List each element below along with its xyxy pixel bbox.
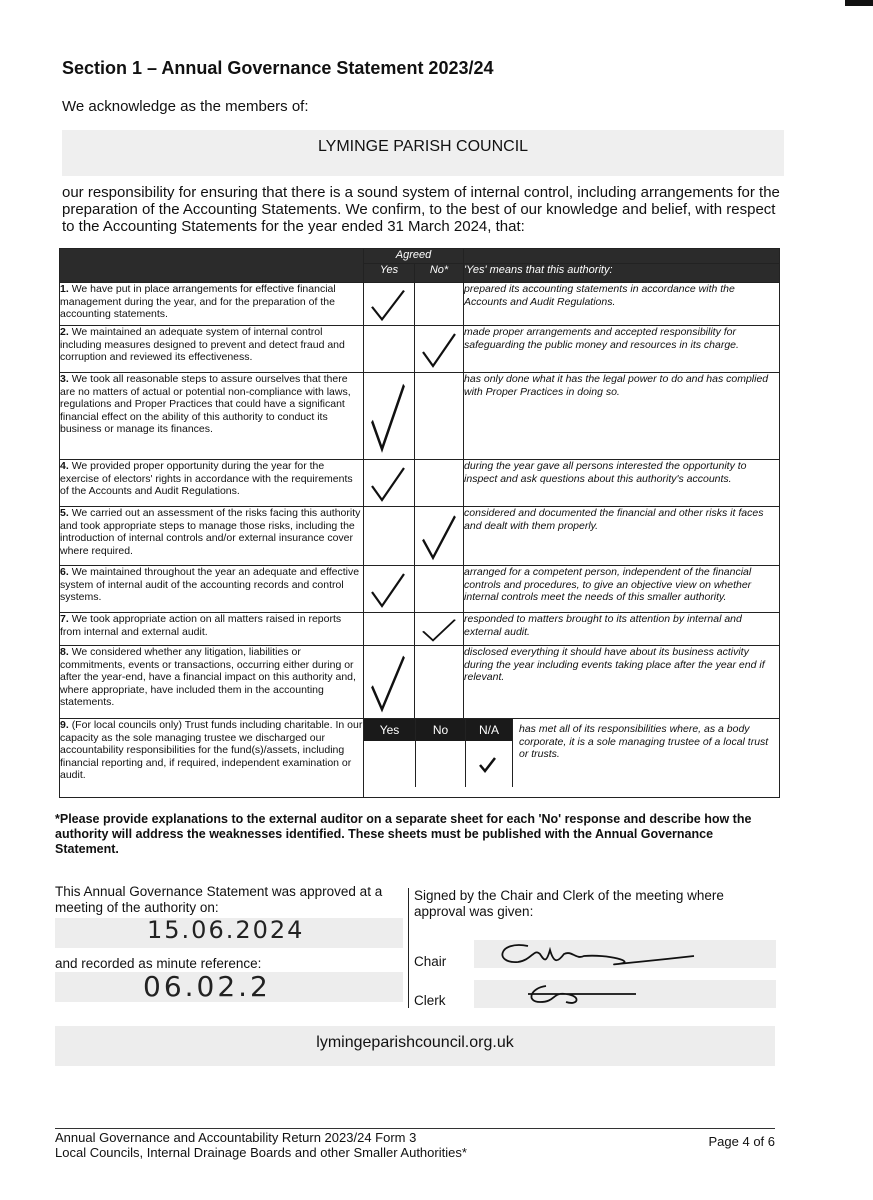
row9-na-box[interactable] (466, 741, 512, 787)
statement-6: 6. We maintained throughout the year an adequate and effective system of internal audit of the accounting records and control systems. (60, 566, 364, 613)
means-header: 'Yes' means that this authority: (464, 264, 780, 283)
means-3: has only done what it has the legal power to do and has complied with Proper Practices in doing so. (464, 373, 780, 460)
yes-box-2[interactable] (364, 326, 415, 373)
yes-box-3[interactable] (364, 373, 415, 460)
statement-1: 1. We have put in place arrangements for effective financial management during the year, and for the preparation of the accounting statements. (60, 283, 364, 326)
clerk-signature-field[interactable] (474, 980, 776, 1008)
statement-5: 5. We carried out an assessment of the risks facing this authority and took appropriate steps to manage those risks, including the introduction of internal controls and/or external insurance cover where required. (60, 507, 364, 566)
intro-text: our responsibility for ensuring that there is a sound system of internal control, including arrangements for the preparation of the Accounting Statements. We confirm, to the best of our knowledge and belief, with respect to the Accounting Statements for the year ended 31 March 2024, that: (62, 184, 780, 235)
means-4: during the year gave all persons interested the opportunity to inspect and ask questions about this authority's accounts. (464, 460, 780, 507)
row9-na: N/A (466, 719, 512, 741)
means-9: has met all of its responsibilities where, as a body corporate, it is a sole managing trustee of a local trust or trusts. (519, 723, 769, 760)
footer-left (55, 1130, 467, 1160)
no-box-7[interactable] (415, 613, 464, 646)
table-row (60, 613, 780, 646)
approval-date: 15.06.2024 (147, 916, 305, 944)
checkmark-icon (368, 464, 408, 504)
website-field[interactable]: lymingeparishcouncil.org.uk (55, 1026, 775, 1066)
checkmark-icon (419, 617, 459, 643)
no-header: No* (415, 264, 464, 283)
table-row (60, 326, 780, 373)
statement-2: 2. We maintained an adequate system of internal control including measures designed to prevent and detect fraud and corruption and reviewed its effectiveness. (60, 326, 364, 373)
checkmark-icon (419, 511, 459, 563)
means-5: considered and documented the financial and other risks it faces and dealt with them properly. (464, 507, 780, 566)
checkmark-icon (368, 287, 408, 323)
yes-box-6[interactable] (364, 566, 415, 613)
checkmark-icon (368, 570, 408, 610)
row9-response (364, 719, 780, 798)
footer-line-2: Local Councils, Internal Drainage Boards and other Smaller Authorities* (55, 1145, 467, 1160)
footer-line-1: Annual Governance and Accountability Return 2023/24 Form 3 (55, 1130, 417, 1145)
means-2: made proper arrangements and accepted responsibility for safeguarding the public money and resources in its charge. (464, 326, 780, 373)
statement-8: 8. We considered whether any litigation, liabilities or commitments, events or transactions, occurring either during or after the year-end, have a financial impact on this authority and, where appropriate, have included them in the accounting statements. (60, 646, 364, 719)
header-blank (60, 249, 364, 283)
minute-reference-field[interactable] (55, 972, 403, 1002)
agreed-header: Agreed (364, 249, 464, 264)
no-box-4[interactable] (415, 460, 464, 507)
row9-no: No (416, 719, 465, 741)
no-box-8[interactable] (415, 646, 464, 719)
yes-box-7[interactable] (364, 613, 415, 646)
signature-divider (408, 888, 409, 1008)
chair-signature-field[interactable] (474, 940, 776, 968)
governance-table (59, 248, 780, 798)
yes-box-5[interactable] (364, 507, 415, 566)
recorded-text: and recorded as minute reference: (55, 956, 262, 971)
checkmark-icon (368, 650, 408, 716)
council-name: LYMINGE PARISH COUNCIL (62, 130, 784, 176)
signed-text: Signed by the Chair and Clerk of the meeting where approval was given: (414, 888, 724, 919)
checkmark-icon (368, 377, 408, 457)
table-row (60, 460, 780, 507)
page-title: Section 1 – Annual Governance Statement 2023/24 (62, 58, 494, 78)
no-box-5[interactable] (415, 507, 464, 566)
statement-3: 3. We took all reasonable steps to assure ourselves that there are no matters of actual or potential non-compliance with laws, regulations and Proper Practices that could have a significant financial effect on the ability of this authority to conduct its business or manage its finances. (60, 373, 364, 460)
statement-4: 4. We provided proper opportunity during the year for the exercise of electors' rights in accordance with the requirements of the Accounts and Audit Regulations. (60, 460, 364, 507)
row9-yes: Yes (364, 719, 415, 741)
chair-signature (488, 936, 708, 972)
table-row (60, 646, 780, 719)
table-row (60, 507, 780, 566)
checkmark-icon (419, 330, 459, 370)
yes-box-4[interactable] (364, 460, 415, 507)
row9-no-box[interactable] (416, 741, 465, 787)
page-number: Page 4 of 6 (708, 1134, 775, 1149)
explanation-note: *Please provide explanations to the external auditor on a separate sheet for each 'No' response and describe how the authority will address the weaknesses identified. These sheets must be published with the Annual Governance Statement. (55, 812, 752, 856)
means-6: arranged for a competent person, independent of the financial controls and procedures, to give an objective view on whether internal controls meet the needs of this smaller authority. (464, 566, 780, 613)
approval-date-field[interactable] (55, 918, 403, 948)
chair-label: Chair (414, 954, 447, 969)
statement-7: 7. We took appropriate action on all matters raised in reports from internal and external audit. (60, 613, 364, 646)
approval-text: This Annual Governance Statement was approved at a meeting of the authority on: (55, 884, 383, 915)
clerk-label: Clerk (414, 993, 446, 1008)
header-blank-right (464, 249, 780, 264)
table-row (60, 373, 780, 460)
means-7: responded to matters brought to its attention by internal and external audit. (464, 613, 780, 646)
no-box-3[interactable] (415, 373, 464, 460)
clerk-signature (516, 980, 656, 1012)
means-8: disclosed everything it should have about its business activity during the year including events taking place after the year end if relevant. (464, 646, 780, 719)
row9-yes-box[interactable] (364, 741, 415, 787)
table-row (60, 566, 780, 613)
no-box-6[interactable] (415, 566, 464, 613)
no-box-2[interactable] (415, 326, 464, 373)
means-1: prepared its accounting statements in accordance with the Accounts and Audit Regulations. (464, 283, 780, 326)
statement-9: 9. (For local councils only) Trust funds including charitable. In our capacity as the sole managing trustee we discharged our accountability responsibilities for the fund(s)/assets, including financial reporting and, if required, independent examination or audit. (60, 719, 364, 798)
table-row (60, 283, 780, 326)
yes-box-1[interactable] (364, 283, 415, 326)
tick-icon (478, 755, 498, 775)
no-box-1[interactable] (415, 283, 464, 326)
yes-box-8[interactable] (364, 646, 415, 719)
yes-header: Yes (364, 264, 415, 283)
footer-rule (55, 1128, 775, 1129)
acknowledge-text: We acknowledge as the members of: (62, 98, 309, 115)
scan-corner-mark (845, 0, 873, 6)
minute-reference: 06.02.2 (143, 970, 271, 1003)
